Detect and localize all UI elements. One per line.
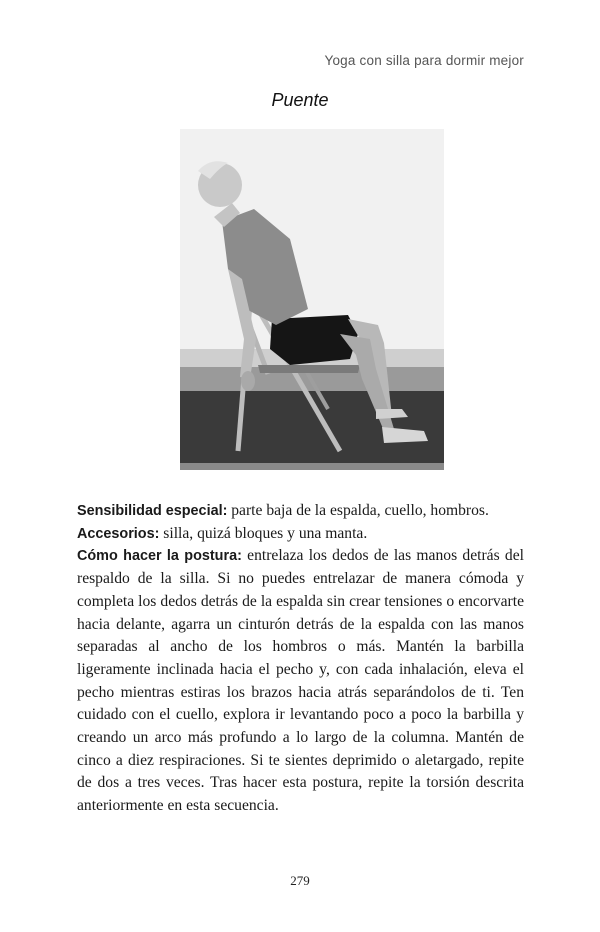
how-to-text: entrelaza los dedos de las manos detrás del respaldo de la silla. Si no puedes entrelazar de manera cómoda y completa los dedos detrás de la espalda sin crear tensiones o encorvarte hacia delante, agarra un cinturón detrás de la espalda con las manos separadas al ancho de los hombros o más. Mantén la barbilla ligeramente inclinada hacia el pecho y, con cada inhalación, eleva el pecho mientras estiras los brazos hacia atrás separándolos de ti. Ten cuidado con el cuello, explora ir levantando poco a poco la barbilla y creando un arco más profundo a lo largo de la columna. Mantén de cinco a diez respiraciones. Si te sientes deprimido o aletargado, repite de dos a tres veces. Tras hacer esta postura, repite la torsión descrita anteriormente en esta secuencia. [77,547,524,815]
props-label: Accesorios: [77,525,160,542]
sensitivity-text: parte baja de la espalda, cuello, hombros. [227,502,489,519]
how-to-label: Cómo hacer la postura: [77,548,242,565]
pose-photo [180,129,444,470]
props-paragraph [77,523,524,546]
sensitivity-label: Sensibilidad especial: [77,503,228,519]
how-to-paragraph [77,545,524,817]
running-header: Yoga con silla para dormir mejor [324,53,524,68]
pose-title: Puente [271,90,329,110]
sensitivity-paragraph [77,500,524,523]
page-number: 279 [290,873,310,888]
pose-instructions [77,500,524,818]
props-text: silla, quizá bloques y una manta. [159,524,368,542]
